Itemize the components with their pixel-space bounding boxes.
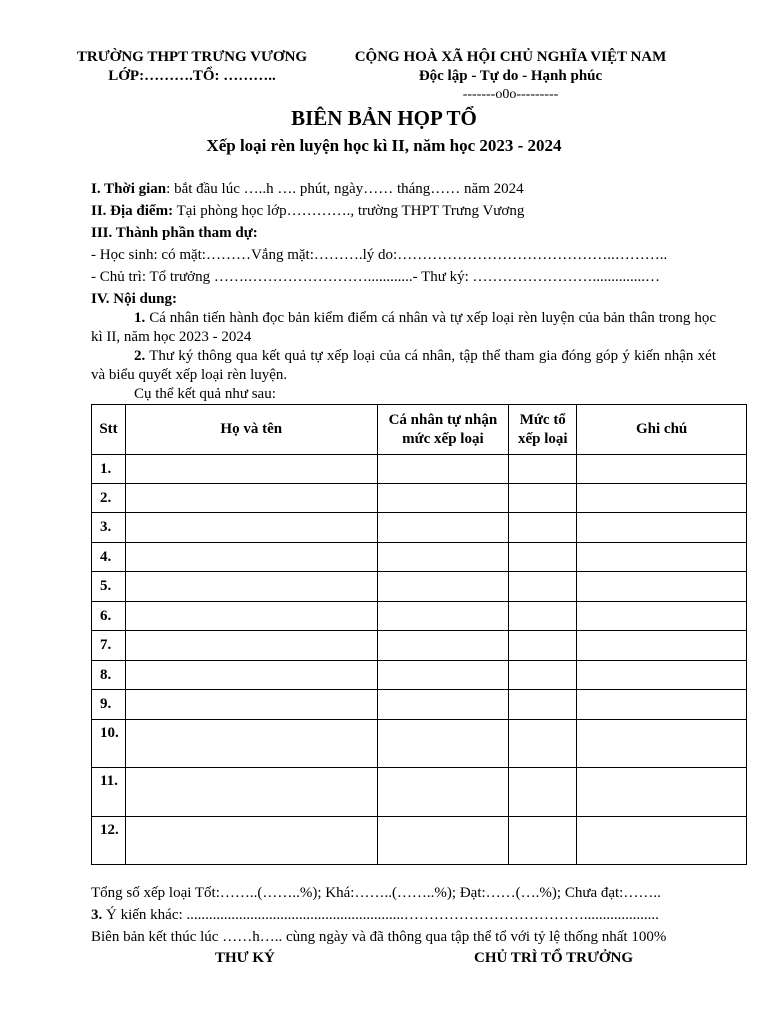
table-row bbox=[92, 817, 747, 865]
header-self-rating bbox=[377, 405, 509, 455]
row-number: 9. bbox=[92, 690, 126, 720]
self-rating-cell bbox=[377, 768, 509, 817]
note-cell bbox=[577, 572, 747, 602]
place-text: Tại phòng học lớp…………., trường THPT Trưng Vương bbox=[173, 203, 525, 219]
document-footer bbox=[91, 882, 716, 948]
name-cell bbox=[125, 720, 377, 768]
chair-line: - Chủ trì: Tổ trưởng …….……………………............- Thư ký: ……………………..............… bbox=[91, 269, 661, 285]
rating-summary: Tổng số xếp loại Tốt:……..(……..%); Khá:……..(……..%); Đạt:……(….%); Chưa đạt:…….. bbox=[91, 885, 661, 901]
note-cell bbox=[577, 602, 747, 631]
group-rating-cell bbox=[509, 602, 577, 631]
document-subtitle: Xếp loại rèn luyện học kì II, năm học 2023 - 2024 bbox=[206, 136, 562, 155]
note-cell bbox=[577, 513, 747, 543]
note-cell bbox=[577, 661, 747, 690]
content-item-2 bbox=[91, 347, 716, 385]
name-cell bbox=[125, 455, 377, 484]
header-separator: -------o0o--------- bbox=[462, 87, 559, 102]
row-number: 11. bbox=[92, 768, 126, 817]
group-rating-cell bbox=[509, 513, 577, 543]
group-rating-cell bbox=[509, 455, 577, 484]
note-cell bbox=[577, 543, 747, 572]
self-rating-cell bbox=[377, 513, 509, 543]
row-number: 6. bbox=[92, 602, 126, 631]
secretary-signature-label: THƯ KÝ bbox=[215, 950, 275, 966]
note-cell bbox=[577, 817, 747, 865]
students-line: - Học sinh: có mặt:………Vắng mặt:……….lý do:……………………………………..……….. bbox=[91, 247, 668, 263]
self-rating-cell bbox=[377, 631, 509, 661]
name-cell bbox=[125, 661, 377, 690]
name-cell bbox=[125, 690, 377, 720]
table-row bbox=[92, 631, 747, 661]
name-cell bbox=[125, 543, 377, 572]
table-row bbox=[92, 455, 747, 484]
header-stt: Stt bbox=[92, 405, 126, 455]
national-motto: Độc lập - Tự do - Hạnh phúc bbox=[418, 68, 603, 84]
self-rating-cell bbox=[377, 720, 509, 768]
header-group-rating bbox=[509, 405, 577, 455]
group-rating-cell bbox=[509, 631, 577, 661]
note-cell bbox=[577, 484, 747, 513]
group-rating-cell bbox=[509, 720, 577, 768]
item-2-text: Thư ký thông qua kết quả tự xếp loại của cá nhân, tập thể tham gia đóng góp ý kiến nhận xét và biểu quyết xếp loại rèn luyện. bbox=[91, 348, 716, 383]
place-line bbox=[91, 202, 716, 221]
self-rating-cell bbox=[377, 661, 509, 690]
table-row bbox=[92, 661, 747, 690]
name-cell bbox=[125, 631, 377, 661]
note-cell bbox=[577, 720, 747, 768]
table-row bbox=[92, 484, 747, 513]
header-self-rating-line-1: Cá nhân tự nhận bbox=[388, 411, 498, 428]
row-number: 12. bbox=[92, 817, 126, 865]
name-cell bbox=[125, 602, 377, 631]
header-group-rating-line-2: xếp loại bbox=[517, 430, 568, 447]
class-group-line: LỚP:……….TỔ: ……….. bbox=[108, 68, 276, 84]
item-1-number: 1. bbox=[134, 310, 146, 326]
school-name: TRƯỜNG THPT TRƯNG VƯƠNG bbox=[76, 49, 308, 65]
table-row bbox=[92, 513, 747, 543]
content-item-1 bbox=[91, 309, 716, 347]
members-heading: III. Thành phần tham dự: bbox=[91, 225, 258, 241]
table-row bbox=[92, 572, 747, 602]
item-2-number: 2. bbox=[134, 348, 146, 364]
name-cell bbox=[125, 513, 377, 543]
group-rating-cell bbox=[509, 543, 577, 572]
header-left bbox=[62, 48, 322, 86]
self-rating-cell bbox=[377, 543, 509, 572]
group-rating-cell bbox=[509, 768, 577, 817]
note-cell bbox=[577, 690, 747, 720]
time-line bbox=[91, 180, 716, 199]
self-rating-cell bbox=[377, 817, 509, 865]
table-header-row bbox=[92, 405, 747, 455]
group-rating-cell bbox=[509, 690, 577, 720]
row-number: 7. bbox=[92, 631, 126, 661]
note-cell bbox=[577, 768, 747, 817]
row-number: 1. bbox=[92, 455, 126, 484]
place-label: II. Địa điểm: bbox=[91, 203, 174, 219]
other-opinions-line bbox=[91, 904, 716, 926]
other-opinions-text: Ý kiến khác: ..........................................................……………………………….................... bbox=[102, 907, 659, 923]
self-rating-cell bbox=[377, 690, 509, 720]
table-row bbox=[92, 690, 747, 720]
self-rating-cell bbox=[377, 572, 509, 602]
other-opinions-number: 3. bbox=[91, 907, 103, 923]
self-rating-cell bbox=[377, 602, 509, 631]
self-rating-cell bbox=[377, 484, 509, 513]
header-group-rating-line-1: Mức tổ bbox=[519, 411, 566, 428]
note-cell bbox=[577, 455, 747, 484]
self-rating-cell bbox=[377, 455, 509, 484]
row-number: 3. bbox=[92, 513, 126, 543]
table-row bbox=[92, 602, 747, 631]
row-number: 4. bbox=[92, 543, 126, 572]
document-body bbox=[91, 180, 716, 404]
content-heading: IV. Nội dung: bbox=[91, 291, 178, 307]
group-rating-cell bbox=[509, 572, 577, 602]
item-1-text: Cá nhân tiến hành đọc bản kiểm điểm cá nhân và tự xếp loại rèn luyện của bản thân trong học kì II, năm học 2023 - 2024 bbox=[91, 310, 716, 345]
name-cell bbox=[125, 484, 377, 513]
detail-line: Cụ thể kết quả như sau: bbox=[134, 386, 276, 402]
header-right bbox=[318, 48, 703, 104]
chair-signature-label: CHỦ TRÌ TỔ TRƯỞNG bbox=[474, 950, 634, 966]
group-rating-cell bbox=[509, 484, 577, 513]
closing-line: Biên bản kết thúc lúc ……h….. cùng ngày và đã thông qua tập thể tổ với tỷ lệ thống nhất 100% bbox=[91, 929, 667, 945]
table-row bbox=[92, 543, 747, 572]
results-table bbox=[91, 404, 747, 865]
row-number: 2. bbox=[92, 484, 126, 513]
document-title: BIÊN BẢN HỌP TỔ bbox=[291, 106, 477, 130]
group-rating-cell bbox=[509, 661, 577, 690]
group-rating-cell bbox=[509, 817, 577, 865]
table-row bbox=[92, 720, 747, 768]
nation-name: CỘNG HOÀ XÃ HỘI CHỦ NGHĨA VIỆT NAM bbox=[354, 49, 667, 65]
note-cell bbox=[577, 631, 747, 661]
header-name: Họ và tên bbox=[125, 405, 377, 455]
name-cell bbox=[125, 572, 377, 602]
row-number: 8. bbox=[92, 661, 126, 690]
row-number: 5. bbox=[92, 572, 126, 602]
table-row bbox=[92, 768, 747, 817]
name-cell bbox=[125, 768, 377, 817]
header-self-rating-line-2: mức xếp loại bbox=[402, 430, 484, 447]
time-text: : bắt đầu lúc …..h …. phút, ngày…… tháng…… năm 2024 bbox=[166, 181, 524, 197]
header-note: Ghi chú bbox=[577, 405, 747, 455]
time-label: I. Thời gian bbox=[91, 181, 167, 197]
name-cell bbox=[125, 817, 377, 865]
row-number: 10. bbox=[92, 720, 126, 768]
